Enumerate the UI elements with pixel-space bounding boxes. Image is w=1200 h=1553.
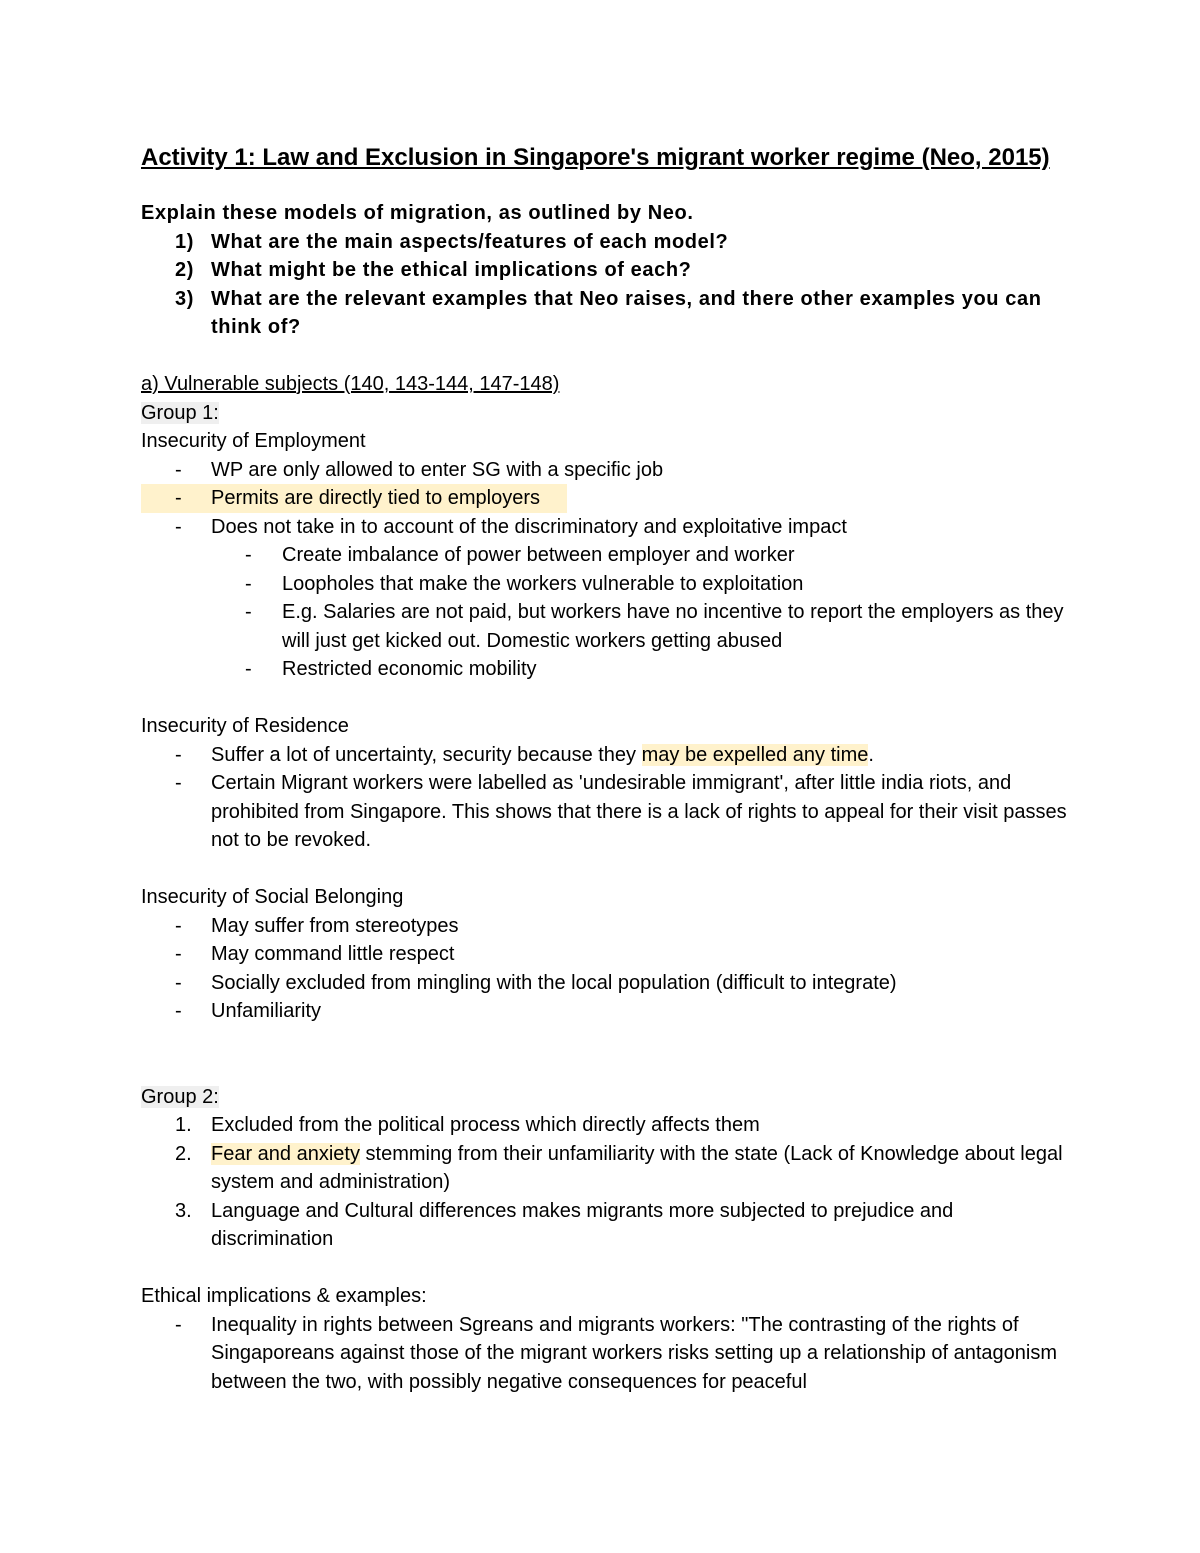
question-item: 2) What might be the ethical implications of each? [175, 259, 692, 281]
question-item: 3) What are the relevant examples that Neo raises, and there other examples you can think of? [175, 287, 1042, 338]
employment-list [141, 456, 1071, 542]
list-item: - Does not take in to account of the discriminatory and exploitative impact [175, 515, 847, 538]
sub-list-item: - Create imbalance of power between employer and worker [245, 544, 795, 566]
subsection-heading-residence: Insecurity of Residence [141, 715, 349, 737]
highlighted-text: may be expelled any time [641, 743, 869, 766]
questions-list [141, 228, 1071, 342]
employment-sublist [141, 541, 1071, 684]
list-item: - Certain Migrant workers were labelled as 'undesirable immigrant', after little india riots, and prohibited from Singapore. This shows that there is a lack of rights to appeal for their visit passes not to be revoked. [175, 772, 1067, 851]
group-label: Group 1: [141, 401, 219, 424]
group2-list [141, 1111, 1071, 1254]
instruction-text: Explain these models of migration, as outlined by Neo. [141, 202, 694, 224]
question-item: 1) What are the main aspects/features of each model? [175, 230, 729, 253]
list-item: - May suffer from stereotypes [175, 914, 459, 937]
subsection-heading-employment: Insecurity of Employment [141, 430, 366, 452]
residence-list [141, 741, 1071, 855]
subsection-heading-social: Insecurity of Social Belonging [141, 886, 404, 908]
sub-list-item: - Loopholes that make the workers vulnerable to exploitation [245, 572, 804, 595]
numbered-item: 2. Fear and anxiety stemming from their unfamiliarity with the state (Lack of Knowledge about legal system and administration) [175, 1142, 1063, 1193]
highlighted-text: Fear and anxiety [211, 1142, 360, 1165]
list-item: - Unfamiliarity [175, 1000, 322, 1022]
list-item: - Suffer a lot of uncertainty, security because they may be expelled any time. [175, 743, 874, 766]
numbered-item: 3. Language and Cultural differences makes migrants more subjected to prejudice and discrimination [175, 1199, 954, 1250]
questions-block [141, 199, 1071, 342]
list-item: - Socially excluded from mingling with the local population (difficult to integrate) [175, 971, 897, 994]
sub-list-item: - E.g. Salaries are not paid, but workers have no incentive to report the employers as they will just get kicked out. Domestic workers getting abused [245, 601, 1064, 652]
ethical-list [141, 1311, 1071, 1397]
numbered-item: 1. Excluded from the political process which directly affects them [175, 1114, 760, 1136]
section-heading: a) Vulnerable subjects (140, 143-144, 147-148) [141, 373, 560, 395]
social-list [141, 912, 1071, 1026]
list-item-highlighted: - Permits are directly tied to employers [141, 484, 1071, 513]
list-item: - May command little respect [175, 943, 455, 965]
document-page [141, 141, 1071, 1396]
subsection-heading-ethical: Ethical implications & examples: [141, 1285, 427, 1307]
page-title: Activity 1: Law and Exclusion in Singapore's migrant worker regime (Neo, 2015) [141, 144, 1050, 171]
sub-list-item: - Restricted economic mobility [245, 658, 537, 680]
list-item: - Inequality in rights between Sgreans and migrants workers: "The contrasting of the rights of Singaporeans against those of the migrant workers risks setting up a relationship of antagonism between the two, with possibly negative consequences for peaceful [175, 1313, 1058, 1393]
list-item: - WP are only allowed to enter SG with a specific job [175, 458, 664, 481]
group-label: Group 2: [141, 1085, 219, 1108]
